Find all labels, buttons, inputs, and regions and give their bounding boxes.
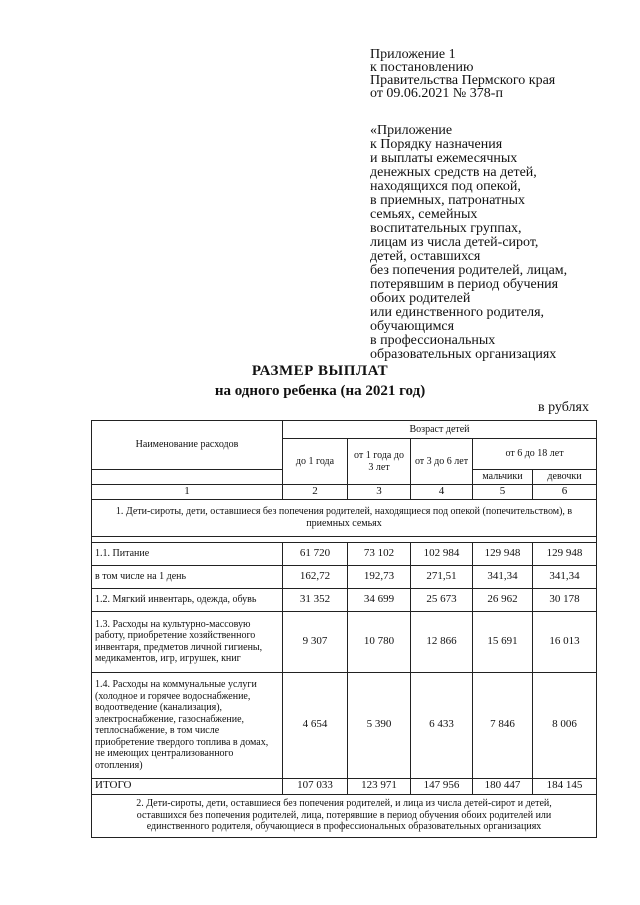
row-value: 5 390 xyxy=(348,672,411,778)
header-age-1-3: от 1 года до 3 лет xyxy=(348,439,411,485)
section-2-heading: 2. Дети-сироты, дети, оставшиеся без попечения родителей, и лица из числа детей-сирот и детей, оставшихся без попечения родителей, лица, потерявшие в период обучения обоих родителей или единственного родителя, обучающиеся в профессиональных образовательных организациях xyxy=(92,794,597,837)
header-girls: девочки xyxy=(533,470,597,485)
column-number: 6 xyxy=(533,485,597,500)
row-value: 34 699 xyxy=(348,588,411,611)
quote-line: без попечения родителей, лицам, xyxy=(370,263,568,278)
row-value: 8 006 xyxy=(533,672,597,778)
header-age-3-6: от 3 до 6 лет xyxy=(411,439,473,485)
quote-line: и выплаты ежемесячных xyxy=(370,151,518,166)
appendix-line: к постановлению xyxy=(370,60,474,75)
row-value: 4 654 xyxy=(283,672,348,778)
row-value: 61 720 xyxy=(283,542,348,565)
payments-table xyxy=(91,420,597,838)
row-name: в том числе на 1 день xyxy=(92,565,283,588)
row-value: 162,72 xyxy=(283,565,348,588)
column-number: 3 xyxy=(348,485,411,500)
row-value: 180 447 xyxy=(473,778,533,794)
appendix-line: от 09.06.2021 № 378-п xyxy=(370,86,503,101)
appendix-quote-block xyxy=(370,124,620,362)
row-value: 26 962 xyxy=(473,588,533,611)
section-row xyxy=(92,499,597,536)
row-name: ИТОГО xyxy=(92,778,283,794)
header-name-col-continuation xyxy=(92,470,283,485)
row-value: 15 691 xyxy=(473,611,533,672)
row-value: 31 352 xyxy=(283,588,348,611)
row-value: 123 971 xyxy=(348,778,411,794)
table-row xyxy=(92,565,597,588)
column-number: 4 xyxy=(411,485,473,500)
quote-line: «Приложение xyxy=(370,123,453,138)
quote-line: к Порядку назначения xyxy=(370,137,503,152)
table-row-total xyxy=(92,778,597,794)
header-age-group: Возраст детей xyxy=(283,421,597,439)
row-value: 129 948 xyxy=(533,542,597,565)
header-age-0-1: до 1 года xyxy=(283,439,348,485)
column-numbers-row xyxy=(92,485,597,500)
quote-line: семьях, семейных xyxy=(370,207,478,222)
row-name: 1.1. Питание xyxy=(92,542,283,565)
table-row xyxy=(92,611,597,672)
table-row xyxy=(92,588,597,611)
row-value: 102 984 xyxy=(411,542,473,565)
quote-line: обучающимся xyxy=(370,319,455,334)
header-boys: мальчики xyxy=(473,470,533,485)
quote-line: образовательных организациях xyxy=(370,347,557,362)
quote-line: или единственного родителя, xyxy=(370,305,545,320)
row-name: 1.2. Мягкий инвентарь, одежда, обувь xyxy=(92,588,283,611)
column-number: 5 xyxy=(473,485,533,500)
row-value: 7 846 xyxy=(473,672,533,778)
row-value: 25 673 xyxy=(411,588,473,611)
row-value: 271,51 xyxy=(411,565,473,588)
table-row xyxy=(92,542,597,565)
row-value: 12 866 xyxy=(411,611,473,672)
row-value: 192,73 xyxy=(348,565,411,588)
appendix-line: Правительства Пермского края xyxy=(370,73,556,88)
section-1-heading: 1. Дети-сироты, дети, оставшиеся без попечения родителей, находящиеся под опекой (попечительством), в приемных семьях xyxy=(92,499,597,536)
row-name: 1.4. Расходы на коммунальные услуги (холодное и горячее водоснабжение, водоотведение (канализация), электроснабжение, газоснабжение, теплоснабжение, в том числе приобретение твердого топлива в домах, не имеющих централизованного отопления) xyxy=(92,672,283,778)
quote-line: воспитательных группах, xyxy=(370,221,522,236)
row-value: 341,34 xyxy=(533,565,597,588)
quote-line: в приемных, патронатных xyxy=(370,193,526,208)
document-title: РАЗМЕР ВЫПЛАТ xyxy=(251,363,389,379)
quote-line: детей, оставшихся xyxy=(370,249,481,264)
row-value: 16 013 xyxy=(533,611,597,672)
header-name-col: Наименование расходов xyxy=(92,421,283,470)
row-value: 6 433 xyxy=(411,672,473,778)
row-value: 9 307 xyxy=(283,611,348,672)
row-value: 10 780 xyxy=(348,611,411,672)
row-value: 341,34 xyxy=(473,565,533,588)
quote-line: денежных средств на детей, xyxy=(370,165,537,180)
row-value: 73 102 xyxy=(348,542,411,565)
row-value: 129 948 xyxy=(473,542,533,565)
section-row xyxy=(92,794,597,837)
header-age-6-18: от 6 до 18 лет xyxy=(473,439,597,470)
row-value: 184 145 xyxy=(533,778,597,794)
column-number: 1 xyxy=(92,485,283,500)
document-subtitle: на одного ребенка (на 2021 год) xyxy=(214,383,426,399)
quote-line: в профессиональных xyxy=(370,333,496,348)
units-label: в рублях xyxy=(538,400,589,415)
row-value: 30 178 xyxy=(533,588,597,611)
quote-line: находящихся под опекой, xyxy=(370,179,521,194)
row-value: 147 956 xyxy=(411,778,473,794)
quote-line: потерявшим в период обучения xyxy=(370,277,559,292)
quote-line: лицам из числа детей-сирот, xyxy=(370,235,539,250)
column-number: 2 xyxy=(283,485,348,500)
table-row xyxy=(92,672,597,778)
row-value: 107 033 xyxy=(283,778,348,794)
appendix-line: Приложение 1 xyxy=(370,47,456,62)
header-row xyxy=(92,421,597,439)
row-name: 1.3. Расходы на культурно-массовую работу, приобретение хозяйственного инвентаря, предметов личной гигиены, медикаментов, игр, игрушек, книг xyxy=(92,611,283,672)
appendix-header xyxy=(370,48,620,100)
quote-line: обоих родителей xyxy=(370,291,471,306)
